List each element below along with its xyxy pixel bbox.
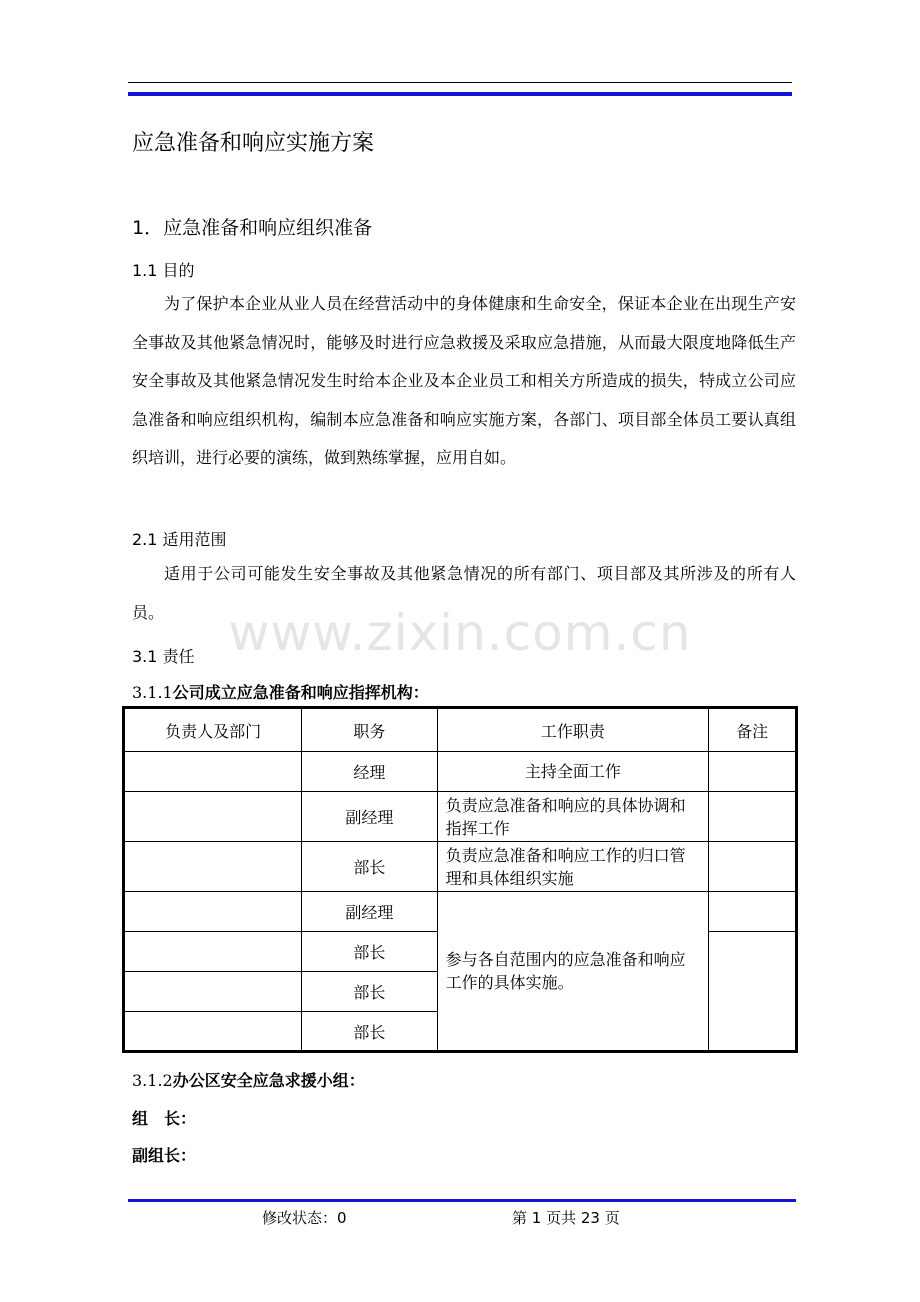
cell-role: 经理 (302, 752, 437, 792)
team-leader-label: 组 长： (132, 1109, 197, 1128)
section-1-1-heading: 1.1 目的 (132, 261, 195, 280)
cell-dept (124, 892, 302, 932)
table-row (124, 752, 797, 792)
revision-status: 修改状态：0 (262, 1209, 347, 1227)
section-2-1-heading: 2.1 适用范围 (132, 530, 227, 549)
cell-role: 部长 (302, 1012, 437, 1052)
header-role: 职务 (302, 708, 437, 752)
cell-dept (124, 842, 302, 892)
section-3-1-2-number: 3.1.2 (132, 1071, 173, 1090)
cell-dept (124, 972, 302, 1012)
header-note: 备注 (709, 708, 797, 752)
section-3-1-1-label (132, 680, 429, 703)
section-3-1-1-number: 3.1.1 (132, 683, 173, 702)
section-1-heading: 1．应急准备和响应组织准备 (132, 217, 373, 239)
scope-paragraph: 适用于公司可能发生安全事故及其他紧急情况的所有部门、项目部及其所涉及的所有人员。 (132, 564, 796, 622)
section-1-1-text (132, 285, 796, 478)
cell-note (709, 752, 797, 792)
section-3-1-2-text: 办公区安全应急求援小组： (172, 1071, 365, 1090)
header-duty: 工作职责 (437, 708, 709, 752)
cell-dept (124, 1012, 302, 1052)
watermark: www.zixin.com.cn (228, 604, 692, 662)
cell-note (709, 842, 797, 892)
table-row (124, 842, 797, 892)
table-row (124, 792, 797, 842)
header-rule-blue (128, 92, 792, 96)
cell-note-merged (709, 932, 797, 1052)
cell-note (709, 892, 797, 932)
document-title: 应急准备和响应实施方案 (132, 131, 375, 156)
table-header-row (124, 708, 797, 752)
table-row (124, 892, 797, 932)
deputy-leader-label: 副组长： (132, 1146, 197, 1165)
header-dept: 负责人及部门 (124, 708, 302, 752)
cell-role: 部长 (302, 842, 437, 892)
cell-dept (124, 752, 302, 792)
cell-duty: 负责应急准备和响应工作的归口管理和具体组织实施 (437, 842, 709, 892)
cell-role: 副经理 (302, 792, 437, 842)
section-3-1-heading: 3.1 责任 (132, 647, 195, 666)
page-number: 第 1 页共 23 页 (512, 1209, 620, 1227)
cell-duty-merged: 参与各自范围内的应急准备和响应工作的具体实施。 (437, 892, 709, 1052)
cell-dept (124, 792, 302, 842)
cell-note (709, 792, 797, 842)
section-3-1-1-text: 公司成立应急准备和响应指挥机构： (172, 683, 429, 702)
cell-role: 副经理 (302, 892, 437, 932)
command-structure-table (122, 706, 798, 1053)
cell-role: 部长 (302, 972, 437, 1012)
cell-duty: 主持全面工作 (437, 752, 709, 792)
section-2-1-text (132, 555, 796, 632)
cell-dept (124, 932, 302, 972)
cell-duty: 负责应急准备和响应的具体协调和指挥工作 (437, 792, 709, 842)
section-3-1-2-label (132, 1068, 365, 1091)
header-rule-thin (128, 82, 792, 83)
footer-rule (128, 1199, 796, 1202)
cell-role: 部长 (302, 932, 437, 972)
purpose-paragraph: 为了保护本企业从业人员在经营活动中的身体健康和生命安全，保证本企业在出现生产安全事故及其他紧急情况时，能够及时进行应急救援及采取应急措施，从而最大限度地降低生产安全事故及其他紧急情况发生时给本企业及本企业员工和相关方所造成的损失，特成立公司应急准备和响应组织机构，编制本应急准备和响应实施方案，各部门、项目部全体员工要认真组织培训，进行必要的演练，做到熟练掌握，应用自如。 (132, 294, 796, 467)
